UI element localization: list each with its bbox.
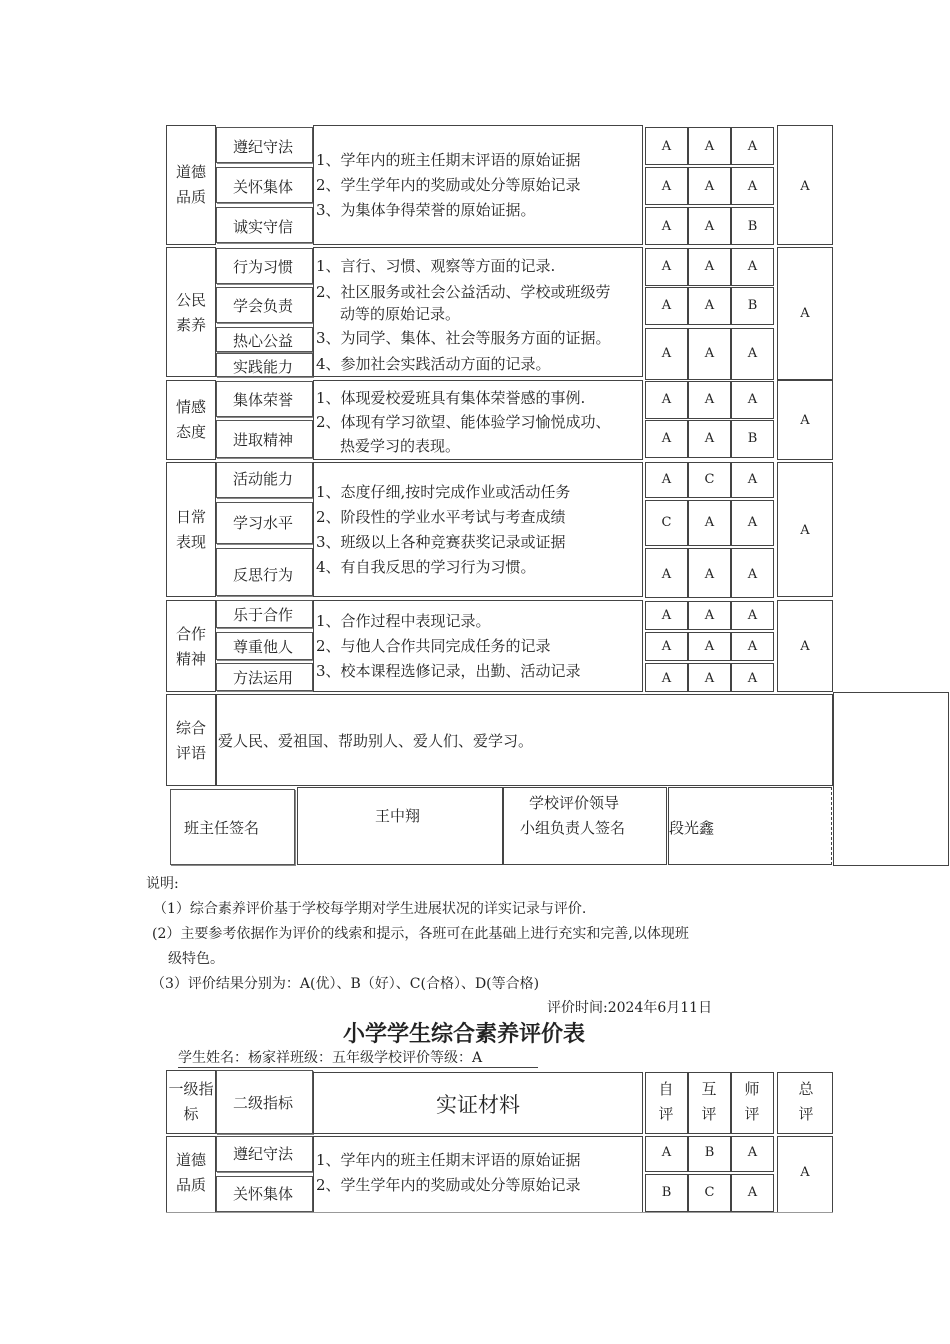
self-grade: A bbox=[661, 392, 672, 407]
self-grade: A bbox=[661, 259, 672, 274]
material-line: 1、学年内的班主任期末评语的原始证据 bbox=[316, 151, 581, 169]
teacher-grade: B bbox=[747, 219, 758, 234]
teacher-grade: A bbox=[747, 639, 758, 654]
level2-label: 实践能力 bbox=[233, 358, 294, 376]
comment-label: 综合评语 bbox=[175, 719, 206, 762]
note-2-cont: 级特色。 bbox=[168, 951, 224, 967]
peer-grade: A bbox=[704, 219, 715, 234]
self-grade: A bbox=[661, 179, 672, 194]
peer-grade: A bbox=[704, 139, 715, 154]
level2-label: 尊重他人 bbox=[233, 638, 294, 656]
material-line: 热爱学习的表现。 bbox=[340, 437, 461, 455]
teacher-grade: A bbox=[747, 608, 758, 623]
level2-label: 进取精神 bbox=[233, 431, 294, 449]
teacher-name: 王中翔 bbox=[375, 807, 421, 825]
total-grade: A bbox=[800, 413, 810, 428]
teacher-grade: B bbox=[747, 298, 758, 313]
leader-sign-label-1: 学校评价领导 bbox=[529, 794, 620, 812]
self-grade: A bbox=[661, 472, 672, 487]
teacher-grade: A bbox=[747, 139, 758, 154]
level2-label: 遵纪守法 bbox=[233, 1145, 294, 1163]
teacher-grade: A bbox=[747, 346, 758, 361]
teacher-sign-label: 班主任签名 bbox=[184, 819, 260, 837]
level1-label: 公民素养 bbox=[175, 291, 206, 334]
level2-label: 关怀集体 bbox=[233, 1185, 294, 1203]
teacher-grade: A bbox=[747, 259, 758, 274]
material-line: 4、参加社会实践活动方面的记录。 bbox=[316, 355, 551, 373]
material-line: 3、校本课程选修记录，出勤、活动记录 bbox=[316, 662, 581, 680]
teacher-grade: A bbox=[747, 1145, 758, 1160]
peer-grade: A bbox=[704, 431, 715, 446]
level2-label: 活动能力 bbox=[233, 470, 294, 488]
material-line: 1、体现爱校爱班具有集体荣誉感的事例. bbox=[316, 389, 586, 407]
header-self: 自评 bbox=[658, 1080, 674, 1123]
peer-grade: A bbox=[704, 671, 715, 686]
self-grade: A bbox=[661, 431, 672, 446]
total-grade: A bbox=[800, 523, 810, 538]
teacher-grade: A bbox=[747, 179, 758, 194]
notes-heading: 说明: bbox=[146, 876, 179, 892]
material-line: 2、学生学年内的奖励或处分等原始记录 bbox=[316, 176, 581, 194]
side-frame bbox=[833, 692, 949, 866]
level1-label: 合作精神 bbox=[175, 625, 206, 668]
level2-label: 学习水平 bbox=[233, 514, 294, 532]
material-line: 2、学生学年内的奖励或处分等原始记录 bbox=[316, 1176, 581, 1194]
level2-label: 集体荣誉 bbox=[233, 391, 294, 409]
self-grade: A bbox=[661, 219, 672, 234]
level2-label: 遵纪守法 bbox=[233, 138, 294, 156]
total-grade: A bbox=[800, 306, 810, 321]
note-3: （3）评价结果分别为：A(优）、B（好）、C(合格）、D(等合格) bbox=[151, 976, 540, 992]
level2-label: 关怀集体 bbox=[233, 178, 294, 196]
material-line: 1、言行、习惯、观察等方面的记录. bbox=[316, 257, 556, 275]
peer-grade: A bbox=[704, 259, 715, 274]
peer-grade: A bbox=[704, 179, 715, 194]
header-level2: 二级指标 bbox=[233, 1094, 294, 1112]
level2-label: 反思行为 bbox=[233, 566, 294, 584]
comment-text: 爱人民、爱祖国、帮助别人、爱人们、爱学习。 bbox=[218, 732, 534, 750]
self-grade: A bbox=[661, 608, 672, 623]
peer-grade: A bbox=[704, 608, 715, 623]
self-grade: A bbox=[661, 139, 672, 154]
header-material: 实证材料 bbox=[436, 1093, 520, 1117]
self-grade: A bbox=[661, 567, 672, 582]
peer-grade: C bbox=[704, 1185, 715, 1200]
material-line: 2、阶段性的学业水平考试与考查成绩 bbox=[316, 508, 566, 526]
level1-label: 情感态度 bbox=[175, 398, 206, 441]
material-line: 2、与他人合作共同完成任务的记录 bbox=[316, 637, 551, 655]
form-title: 小学学生综合素养评价表 bbox=[343, 1022, 586, 1047]
self-grade: A bbox=[661, 639, 672, 654]
material-line: 2、体现有学习欲望、能体验学习愉悦成功、 bbox=[316, 413, 611, 431]
total-grade: A bbox=[800, 639, 810, 654]
peer-grade: B bbox=[704, 1145, 715, 1160]
self-grade: A bbox=[661, 1145, 672, 1160]
peer-grade: C bbox=[704, 472, 715, 487]
teacher-grade: A bbox=[747, 1185, 758, 1200]
teacher-grade: A bbox=[747, 472, 758, 487]
level1-label: 道德品质 bbox=[175, 1151, 206, 1194]
peer-grade: A bbox=[704, 639, 715, 654]
level2-label: 学会负责 bbox=[233, 297, 294, 315]
material-line: 2、社区服务或社会公益活动、学校或班级劳 bbox=[316, 283, 611, 301]
level1-label: 日常表现 bbox=[175, 508, 206, 551]
level2-label: 热心公益 bbox=[233, 332, 294, 350]
teacher-grade: A bbox=[747, 392, 758, 407]
header-total: 总评 bbox=[798, 1080, 814, 1123]
evaluation-date: 评价时间:2024年6月11日 bbox=[547, 1000, 713, 1016]
total-grade: A bbox=[800, 1165, 810, 1180]
material-line: 1、态度仔细,按时完成作业或活动任务 bbox=[316, 483, 571, 501]
header-peer: 互评 bbox=[701, 1080, 717, 1123]
leader-sign-label-2: 小组负责人签名 bbox=[520, 819, 626, 837]
note-2: (2）主要参考依据作为评价的线索和提示，各班可在此基础上进行充实和完善,以体现班 bbox=[152, 926, 689, 942]
student-info: 学生姓名：杨家祥班级：五年级学校评价等级：A bbox=[178, 1047, 538, 1068]
level2-label: 方法运用 bbox=[233, 669, 294, 687]
self-grade: A bbox=[661, 671, 672, 686]
level2-label: 乐于合作 bbox=[233, 606, 294, 624]
self-grade: C bbox=[661, 515, 672, 530]
peer-grade: A bbox=[704, 298, 715, 313]
self-grade: A bbox=[661, 298, 672, 313]
material-line: 动等的原始记录。 bbox=[340, 305, 461, 323]
note-1: （1）综合素养评价基于学校每学期对学生进展状况的详实记录与评价. bbox=[153, 901, 587, 917]
leader-name: 段光鑫 bbox=[669, 819, 715, 837]
peer-grade: A bbox=[704, 346, 715, 361]
material-line: 3、班级以上各种竞赛获奖记录或证据 bbox=[316, 533, 566, 551]
level1-label: 道德品质 bbox=[175, 163, 206, 206]
self-grade: A bbox=[661, 346, 672, 361]
material-line: 1、合作过程中表现记录。 bbox=[316, 612, 491, 630]
peer-grade: A bbox=[704, 392, 715, 407]
material-line: 3、为集体争得荣誉的原始证据。 bbox=[316, 201, 536, 219]
teacher-grade: A bbox=[747, 567, 758, 582]
header-teacher: 师评 bbox=[744, 1080, 760, 1123]
peer-grade: A bbox=[704, 567, 715, 582]
material-line: 1、学年内的班主任期末评语的原始证据 bbox=[316, 1151, 581, 1169]
teacher-grade: A bbox=[747, 515, 758, 530]
total-grade: A bbox=[800, 179, 810, 194]
peer-grade: A bbox=[704, 515, 715, 530]
material-line: 3、为同学、集体、社会等服务方面的证据。 bbox=[316, 329, 611, 347]
header-level1: 一级指标 bbox=[168, 1080, 214, 1123]
self-grade: B bbox=[661, 1185, 672, 1200]
teacher-grade: B bbox=[747, 431, 758, 446]
level2-label: 诚实守信 bbox=[233, 218, 294, 236]
page-cut-line bbox=[166, 1212, 833, 1213]
material-line: 4、有自我反思的学习行为习惯。 bbox=[316, 558, 536, 576]
level2-label: 行为习惯 bbox=[233, 258, 294, 276]
teacher-grade: A bbox=[747, 671, 758, 686]
